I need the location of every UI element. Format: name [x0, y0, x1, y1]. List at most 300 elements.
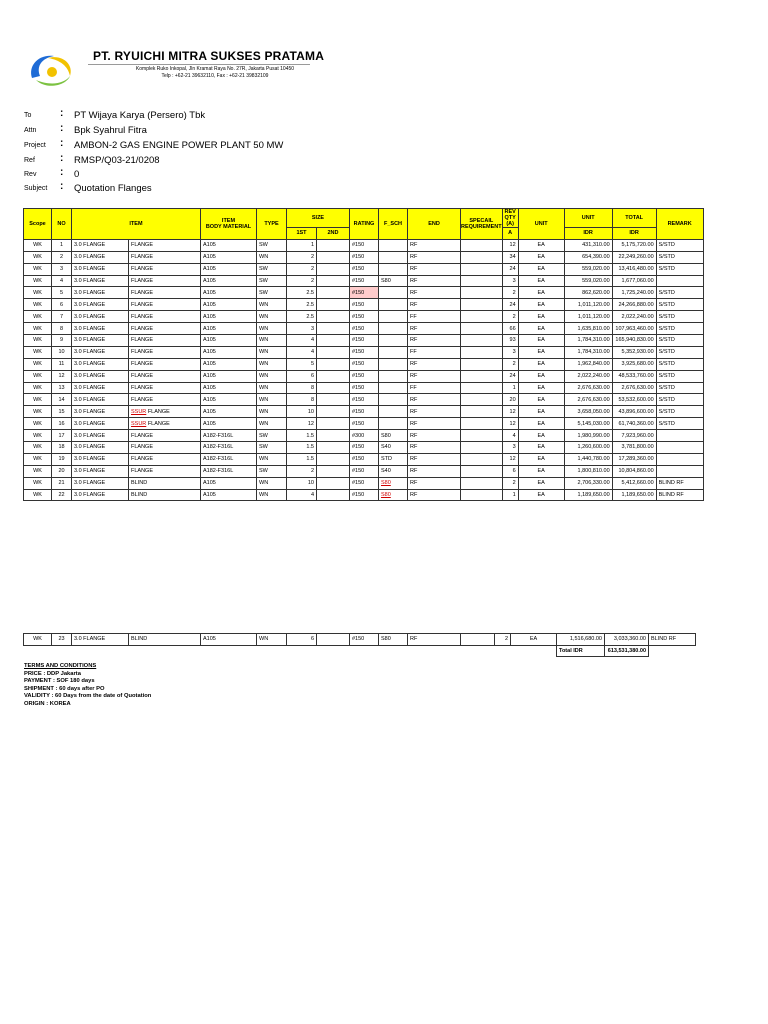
cell-qty: 4: [502, 430, 518, 442]
cell-material: A105: [201, 263, 257, 275]
cell-special: [461, 418, 503, 430]
cell-total: 10,804,860.00: [612, 465, 656, 477]
cell-scope: WK: [24, 430, 52, 442]
cell-size-2nd: [317, 634, 350, 646]
cell-type: WN: [257, 418, 287, 430]
table-row: [24, 382, 704, 394]
cell-end: RF: [408, 335, 461, 347]
cell-size-1st: 4: [287, 335, 317, 347]
table-row: [24, 346, 704, 358]
header-label: Subject: [24, 185, 48, 192]
cell-remark: S/STD: [656, 358, 703, 370]
cell-total: 53,532,600.00: [612, 394, 656, 406]
cell-item: BLIND: [129, 477, 201, 489]
header-divider: [88, 64, 310, 65]
header-label: Project: [24, 142, 46, 149]
cell-scope: WK: [24, 382, 52, 394]
terms-line: PAYMENT : SOF 180 days: [24, 678, 95, 685]
cell-item: FLANGE: [129, 299, 201, 311]
company-name: PT. RYUICHI MITRA SUKSES PRATAMA: [93, 49, 325, 63]
cell-size-1st: 4: [287, 346, 317, 358]
cell-total: 5,175,720.00: [612, 239, 656, 251]
cell-material: A105: [201, 311, 257, 323]
cell-unit: EA: [518, 323, 564, 335]
cell-total: 43,896,600.00: [612, 406, 656, 418]
cell-type: WN: [257, 370, 287, 382]
cell-unit: EA: [518, 358, 564, 370]
cell-end: RF: [408, 263, 461, 275]
cell-desc: 3.0 FLANGE: [72, 477, 129, 489]
cell-unit-price: 1,800,810.00: [564, 465, 612, 477]
table-row: [24, 287, 704, 299]
cell-qty: 1: [502, 382, 518, 394]
cell-total: 7,923,960.00: [612, 430, 656, 442]
cell-desc: 3.0 FLANGE: [72, 323, 129, 335]
blank-cell: [350, 645, 379, 657]
cell-item: FLANGE: [129, 430, 201, 442]
cell-size-2nd: [317, 489, 350, 501]
cell-rating: #150: [350, 453, 379, 465]
cell-unit: EA: [518, 239, 564, 251]
cell-item: BLIND: [129, 489, 201, 501]
cell-desc: 3.0 FLANGE: [72, 394, 129, 406]
cell-desc: 3.0 FLANGE: [72, 453, 129, 465]
th-type: TYPE: [257, 209, 287, 240]
cell-desc: 3.0 FLANGE: [72, 418, 129, 430]
cell-fsch: S40: [379, 465, 408, 477]
cell-size-2nd: [317, 394, 350, 406]
cell-remark: [656, 453, 703, 465]
company-address: Komplek Ruko Inkopal, Jln Kramat Raya No. 27R, Jakarta Pusat 10450: [135, 66, 295, 72]
cell-rating: #150: [350, 442, 379, 454]
total-value: 613,531,380.00: [605, 645, 649, 657]
cell-no: 7: [52, 311, 72, 323]
cell-size-2nd: [317, 323, 350, 335]
cell-rating: #150: [350, 263, 379, 275]
blank-cell: [72, 645, 129, 657]
cell-material: A105: [201, 335, 257, 347]
cell-scope: WK: [24, 275, 52, 287]
cell-desc: 3.0 FLANGE: [72, 442, 129, 454]
cell-end: RF: [408, 489, 461, 501]
cell-desc: 3.0 FLANGE: [72, 335, 129, 347]
cell-unit: EA: [518, 335, 564, 347]
cell-type: WN: [257, 323, 287, 335]
blank-cell: [129, 645, 201, 657]
cell-type: SW: [257, 430, 287, 442]
th-item: ITEM: [72, 209, 201, 240]
cell-unit-price: 862,620.00: [564, 287, 612, 299]
cell-desc: 3.0 FLANGE: [72, 634, 129, 646]
cell-item: FLANGE: [129, 335, 201, 347]
cell-qty: 66: [502, 323, 518, 335]
cell-item: FLANGE: [129, 323, 201, 335]
cell-type: WN: [257, 311, 287, 323]
cell-unit: EA: [518, 489, 564, 501]
cell-size-1st: 8: [287, 382, 317, 394]
cell-unit-price: 1,635,810.00: [564, 323, 612, 335]
cell-fsch: [379, 406, 408, 418]
cell-material: A182-F316L: [201, 465, 257, 477]
header-colon: :: [60, 123, 64, 134]
cell-unit: EA: [518, 453, 564, 465]
cell-special: [461, 358, 503, 370]
cell-material: A105: [201, 477, 257, 489]
cell-special: [461, 406, 503, 418]
terms-line: ORIGIN : KOREA: [24, 700, 71, 707]
cell-rating: #150: [350, 251, 379, 263]
cell-rating: #150: [350, 239, 379, 251]
cell-qty: 2: [502, 358, 518, 370]
cell-item: FLANGE: [129, 239, 201, 251]
cell-total: 3,781,800.00: [612, 442, 656, 454]
cell-item: FLANGE: [129, 382, 201, 394]
cell-rating: #150: [350, 382, 379, 394]
cell-rating: #150: [350, 477, 379, 489]
cell-unit-price: 654,390.00: [564, 251, 612, 263]
cell-total: 48,533,760.00: [612, 370, 656, 382]
cell-unit-price: 1,189,650.00: [564, 489, 612, 501]
cell-special: [461, 346, 503, 358]
cell-total: 1,725,240.00: [612, 287, 656, 299]
cell-size-2nd: [317, 346, 350, 358]
cell-no: 5: [52, 287, 72, 299]
cell-rating: #150: [350, 299, 379, 311]
cell-end: FF: [408, 311, 461, 323]
cell-qty: 3: [502, 275, 518, 287]
cell-scope: WK: [24, 299, 52, 311]
cell-remark: BLIND RF: [649, 634, 696, 646]
table-row: [24, 418, 704, 430]
cell-scope: WK: [24, 406, 52, 418]
cell-no: 20: [52, 465, 72, 477]
cell-qty: 12: [502, 406, 518, 418]
cell-end: FF: [408, 346, 461, 358]
cell-material: A105: [201, 406, 257, 418]
cell-unit: EA: [518, 382, 564, 394]
cell-type: SW: [257, 442, 287, 454]
cell-rating: #150: [350, 335, 379, 347]
cell-size-1st: 1.5: [287, 430, 317, 442]
cell-rating: #300: [350, 430, 379, 442]
blank-cell: [201, 645, 257, 657]
cell-desc: 3.0 FLANGE: [72, 358, 129, 370]
cell-item: FLANGE: [129, 358, 201, 370]
cell-scope: WK: [24, 287, 52, 299]
cell-no: 3: [52, 263, 72, 275]
cell-size-2nd: [317, 406, 350, 418]
cell-size-2nd: [317, 299, 350, 311]
cell-no: 1: [52, 239, 72, 251]
cell-remark: [656, 442, 703, 454]
cell-total: 61,740,360.00: [612, 418, 656, 430]
blank-cell: [511, 645, 557, 657]
cell-no: 6: [52, 299, 72, 311]
cell-unit-price: 1,011,120.00: [564, 311, 612, 323]
cell-fsch: S80: [379, 430, 408, 442]
cell-material: A105: [201, 489, 257, 501]
cell-remark: [656, 430, 703, 442]
cell-scope: WK: [24, 489, 52, 501]
cell-rating: #150: [350, 406, 379, 418]
company-phone: Telp : +62-21 39632110, Fax : +62-21 39832109: [161, 73, 269, 79]
cell-item: FLANGE: [129, 442, 201, 454]
cell-total: 107,963,460.00: [612, 323, 656, 335]
cell-size-1st: 2: [287, 275, 317, 287]
cell-special: [461, 442, 503, 454]
cell-rating: #150: [350, 275, 379, 287]
header-value: 0: [74, 169, 80, 180]
cell-type: WN: [257, 358, 287, 370]
cell-fsch: [379, 382, 408, 394]
cell-material: A105: [201, 634, 257, 646]
cell-qty: 2: [502, 311, 518, 323]
th-unit: UNIT: [518, 209, 564, 240]
cell-fsch: [379, 239, 408, 251]
cell-remark: S/STD: [656, 382, 703, 394]
blank-cell: [408, 645, 461, 657]
terms-line: VALIDITY : 60 Days from the date of Quotation: [24, 693, 152, 700]
cell-material: A105: [201, 358, 257, 370]
cell-size-2nd: [317, 453, 350, 465]
header-colon: :: [60, 138, 64, 149]
th-no: NO: [52, 209, 72, 240]
cell-total: 3,033,360.00: [605, 634, 649, 646]
cell-material: A105: [201, 275, 257, 287]
blank-cell: [317, 645, 350, 657]
cell-item: [129, 418, 201, 430]
cell-unit: EA: [518, 477, 564, 489]
cell-desc: 3.0 FLANGE: [72, 287, 129, 299]
cell-type: WN: [257, 406, 287, 418]
quotation-table-continued: [23, 633, 696, 657]
cell-fsch: [379, 358, 408, 370]
table-row: [24, 634, 696, 646]
cell-end: RF: [408, 442, 461, 454]
cell-qty: 6: [502, 465, 518, 477]
th-body-material: ITEM BODY MATERIAL: [201, 209, 257, 240]
cell-scope: WK: [24, 311, 52, 323]
cell-total: 13,416,480.00: [612, 263, 656, 275]
cell-remark: S/STD: [656, 335, 703, 347]
cell-type: SW: [257, 465, 287, 477]
table-row: [24, 477, 704, 489]
table-row: [24, 430, 704, 442]
quotation-table: [23, 208, 704, 501]
cell-size-2nd: [317, 275, 350, 287]
cell-end: RF: [408, 394, 461, 406]
cell-no: 17: [52, 430, 72, 442]
th-total-idr: IDR: [612, 228, 656, 240]
cell-scope: WK: [24, 634, 52, 646]
cell-end: RF: [408, 287, 461, 299]
cell-fsch: [379, 311, 408, 323]
cell-rating: #150: [350, 465, 379, 477]
cell-type: SW: [257, 287, 287, 299]
cell-no: 13: [52, 382, 72, 394]
cell-end: RF: [408, 358, 461, 370]
cell-end: RF: [408, 430, 461, 442]
cell-unit-price: 3,658,050.00: [564, 406, 612, 418]
cell-remark: S/STD: [656, 311, 703, 323]
cell-type: WN: [257, 251, 287, 263]
cell-material: A105: [201, 323, 257, 335]
blank-cell: [379, 645, 408, 657]
cell-unit: EA: [518, 275, 564, 287]
cell-scope: WK: [24, 323, 52, 335]
cell-type: SW: [257, 263, 287, 275]
cell-unit-price: 1,516,680.00: [557, 634, 605, 646]
cell-type: WN: [257, 477, 287, 489]
cell-special: [461, 465, 503, 477]
cell-item: FLANGE: [129, 311, 201, 323]
cell-rating: #150: [350, 311, 379, 323]
cell-total: 24,266,880.00: [612, 299, 656, 311]
th-size: SIZE: [287, 209, 350, 228]
cell-unit: EA: [518, 287, 564, 299]
cell-item: BLIND: [129, 634, 201, 646]
cell-unit-price: 431,310.00: [564, 239, 612, 251]
table-row: [24, 394, 704, 406]
cell-unit: EA: [518, 311, 564, 323]
table-row: [24, 335, 704, 347]
cell-type: WN: [257, 634, 287, 646]
cell-remark: S/STD: [656, 346, 703, 358]
cell-no: 2: [52, 251, 72, 263]
cell-total: 5,412,660.00: [612, 477, 656, 489]
cell-desc: 3.0 FLANGE: [72, 299, 129, 311]
cell-size-2nd: [317, 430, 350, 442]
cell-size-2nd: [317, 335, 350, 347]
th-special: SPECAIL REQUIREMENT: [461, 209, 503, 240]
fsch-text: S80: [381, 492, 391, 499]
cell-unit: EA: [518, 430, 564, 442]
cell-fsch: [379, 251, 408, 263]
cell-fsch: S40: [379, 442, 408, 454]
cell-end: RF: [408, 465, 461, 477]
cell-scope: WK: [24, 263, 52, 275]
cell-fsch: [379, 323, 408, 335]
cell-rating: #150: [350, 287, 379, 299]
cell-fsch: [379, 418, 408, 430]
item-text: FLANGE: [147, 408, 170, 415]
table-row: [24, 251, 704, 263]
table-row: [24, 311, 704, 323]
cell-item: FLANGE: [129, 346, 201, 358]
cell-size-1st: 6: [287, 370, 317, 382]
cell-scope: WK: [24, 239, 52, 251]
cell-type: WN: [257, 335, 287, 347]
cell-special: [461, 299, 503, 311]
table-row: [24, 275, 704, 287]
cell-qty: 93: [502, 335, 518, 347]
cell-type: WN: [257, 394, 287, 406]
cell-remark: [656, 275, 703, 287]
cell-size-1st: 10: [287, 477, 317, 489]
cell-end: FF: [408, 382, 461, 394]
th-total: TOTAL: [612, 209, 656, 228]
cell-end: RF: [408, 251, 461, 263]
cell-no: 8: [52, 323, 72, 335]
cell-size-2nd: [317, 465, 350, 477]
cell-qty: 12: [502, 239, 518, 251]
total-row: [24, 645, 696, 657]
cell-end: RF: [408, 418, 461, 430]
cell-unit-price: 1,440,780.00: [564, 453, 612, 465]
cell-desc: 3.0 FLANGE: [72, 430, 129, 442]
cell-end: RF: [408, 453, 461, 465]
cell-rating: #150: [350, 370, 379, 382]
cell-desc: 3.0 FLANGE: [72, 263, 129, 275]
cell-material: A105: [201, 370, 257, 382]
cell-unit: EA: [518, 418, 564, 430]
cell-unit-price: 1,980,990.00: [564, 430, 612, 442]
cell-unit: EA: [518, 370, 564, 382]
cell-special: [461, 430, 503, 442]
th-unit-price: UNIT: [564, 209, 612, 228]
cell-unit-price: 2,022,240.00: [564, 370, 612, 382]
cell-rating: #150: [350, 394, 379, 406]
cell-material: A182-F316L: [201, 442, 257, 454]
cell-unit: EA: [518, 442, 564, 454]
th-rating: RATING: [350, 209, 379, 240]
th-end: END: [408, 209, 461, 240]
table-row: [24, 406, 704, 418]
cell-desc: 3.0 FLANGE: [72, 382, 129, 394]
cell-remark: S/STD: [656, 299, 703, 311]
item-prefix: SSUR: [131, 408, 147, 415]
cell-size-2nd: [317, 382, 350, 394]
cell-size-2nd: [317, 477, 350, 489]
company-address-block: [120, 66, 310, 80]
cell-unit-price: 1,962,840.00: [564, 358, 612, 370]
cell-scope: WK: [24, 251, 52, 263]
cell-qty: 3: [502, 442, 518, 454]
cell-total: 1,677,060.00: [612, 275, 656, 287]
cell-no: 19: [52, 453, 72, 465]
header-value: PT Wijaya Karya (Persero) Tbk: [74, 110, 206, 121]
cell-size-1st: 3: [287, 323, 317, 335]
blank-cell: [461, 645, 495, 657]
total-label: Total IDR: [557, 645, 605, 657]
cell-total: 1,189,650.00: [612, 489, 656, 501]
table-row: [24, 323, 704, 335]
cell-total: 3,925,680.00: [612, 358, 656, 370]
cell-desc: 3.0 FLANGE: [72, 406, 129, 418]
cell-material: A105: [201, 251, 257, 263]
cell-special: [461, 251, 503, 263]
cell-qty: 1: [502, 489, 518, 501]
cell-special: [461, 311, 503, 323]
header-label: Attn: [24, 127, 37, 134]
cell-scope: WK: [24, 442, 52, 454]
cell-item: FLANGE: [129, 275, 201, 287]
cell-unit-price: 1,260,600.00: [564, 442, 612, 454]
cell-unit: EA: [518, 263, 564, 275]
cell-special: [461, 370, 503, 382]
table-row: [24, 263, 704, 275]
cell-fsch: [379, 335, 408, 347]
cell-fsch: STD: [379, 453, 408, 465]
blank-cell: [287, 645, 317, 657]
cell-special: [461, 263, 503, 275]
cell-qty: 12: [502, 418, 518, 430]
cell-scope: WK: [24, 418, 52, 430]
cell-qty: 2: [502, 477, 518, 489]
cell-rating: #150: [350, 634, 379, 646]
cell-scope: WK: [24, 346, 52, 358]
cell-desc: 3.0 FLANGE: [72, 275, 129, 287]
